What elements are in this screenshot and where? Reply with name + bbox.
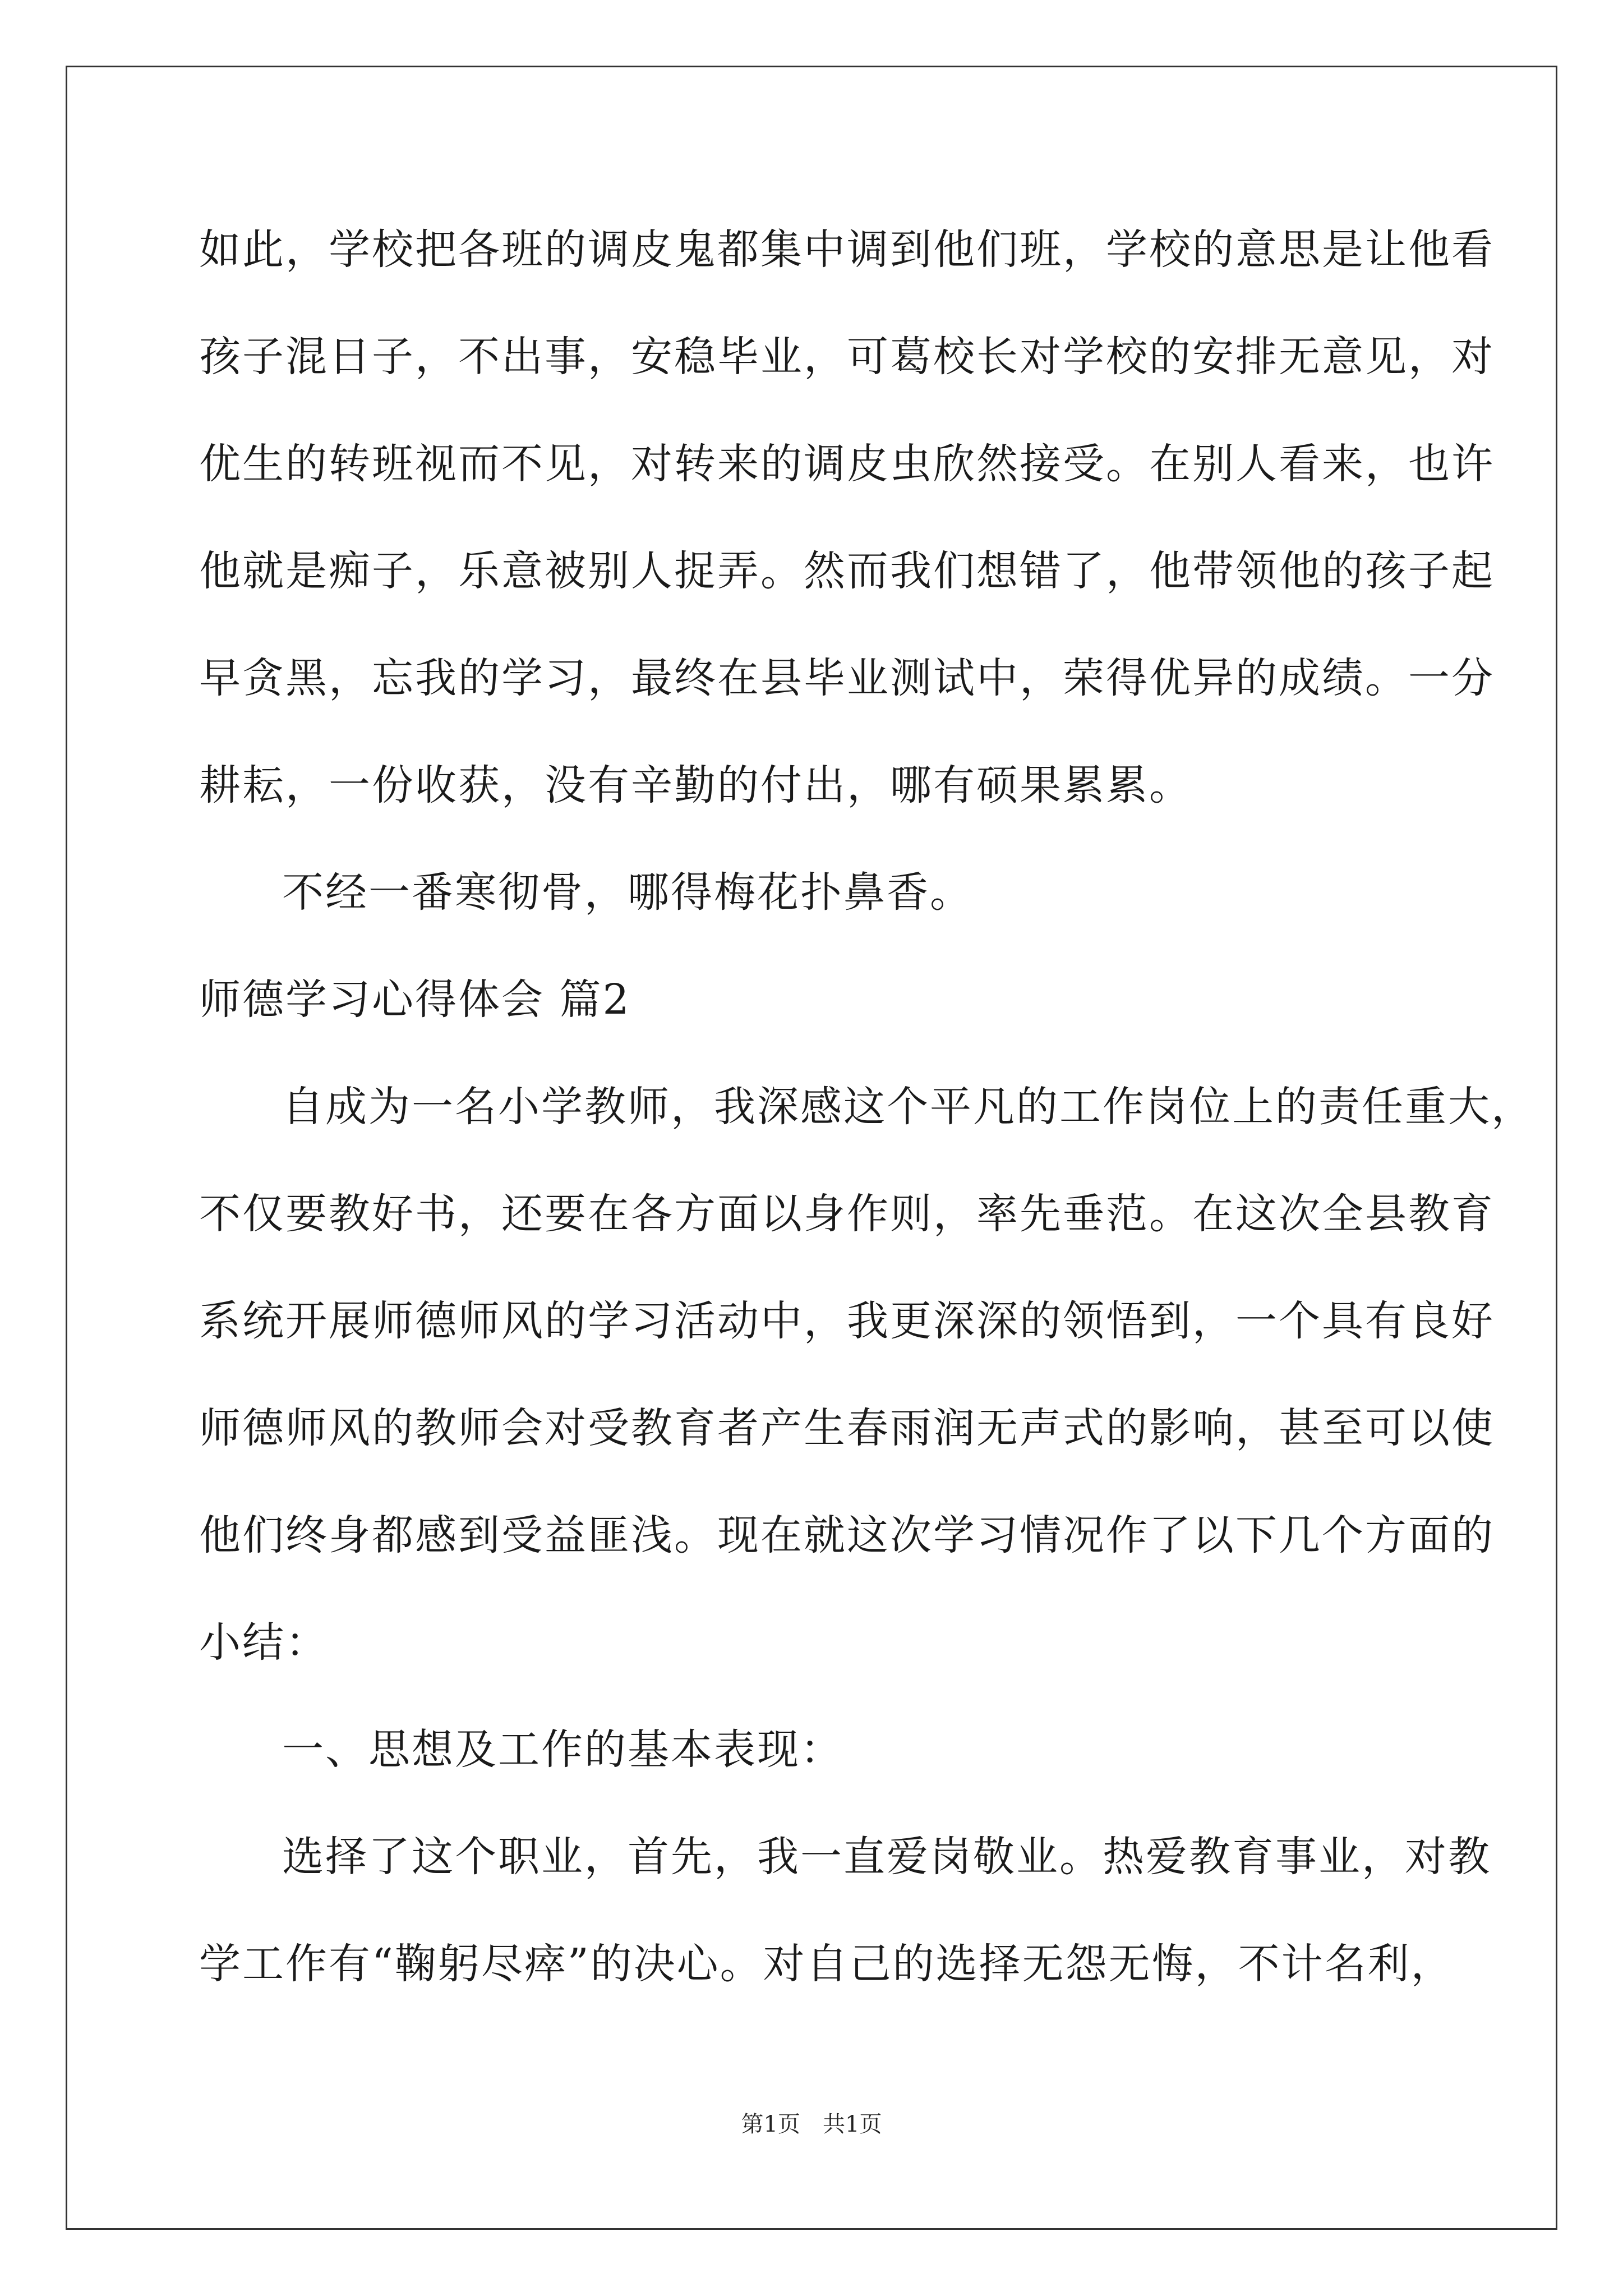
paragraph-line: 系统开展师德师风的学习活动中，我更深深的领悟到，一个具有良好	[199, 1297, 1495, 1345]
subheading-line: 一、思想及工作的基本表现：	[282, 1726, 843, 1774]
paragraph-line: 如此，学校把各班的调皮鬼都集中调到他们班，学校的意思是让他看	[199, 226, 1495, 274]
paragraph-line: 学工作有“鞠躬尽瘁”的决心。对自己的选择无怨无悔，不计名利，	[199, 1940, 1454, 1988]
paragraph-line: 选择了这个职业，首先，我一直爱岗敬业。热爱教育事业，对教	[282, 1833, 1491, 1881]
page-number-footer: 第1页 共1页	[741, 2111, 882, 2137]
paragraph-line: 优生的转班视而不见，对转来的调皮虫欣然接受。在别人看来，也许	[199, 440, 1495, 488]
paragraph-line: 不经一番寒彻骨，哪得梅花扑鼻香。	[282, 868, 973, 917]
section-heading: 师德学习心得体会 篇2	[199, 976, 631, 1024]
paragraph-line: 早贪黑，忘我的学习，最终在县毕业测试中，荣得优异的成绩。一分	[199, 654, 1495, 702]
paragraph-line: 他们终身都感到受益匪浅。现在就这次学习情况作了以下几个方面的	[199, 1511, 1495, 1559]
paragraph-line: 小结：	[199, 1618, 329, 1667]
document-body	[199, 196, 1534, 2018]
paragraph-line: 不仅要教好书，还要在各方面以身作则，率先垂范。在这次全县教育	[199, 1190, 1495, 1238]
paragraph-line: 自成为一名小学教师，我深感这个平凡的工作岗位上的责任重大，	[282, 1083, 1534, 1131]
paragraph-line: 耕耘，一份收获，没有辛勤的付出，哪有硕果累累。	[199, 761, 1192, 809]
paragraph-line: 师德师风的教师会对受教育者产生春雨润无声式的影响，甚至可以使	[199, 1404, 1495, 1452]
paragraph-line: 孩子混日子，不出事，安稳毕业，可葛校长对学校的安排无意见，对	[199, 333, 1495, 381]
paragraph-line: 他就是痴子，乐意被别人捉弄。然而我们想错了，他带领他的孩子起	[199, 547, 1495, 595]
